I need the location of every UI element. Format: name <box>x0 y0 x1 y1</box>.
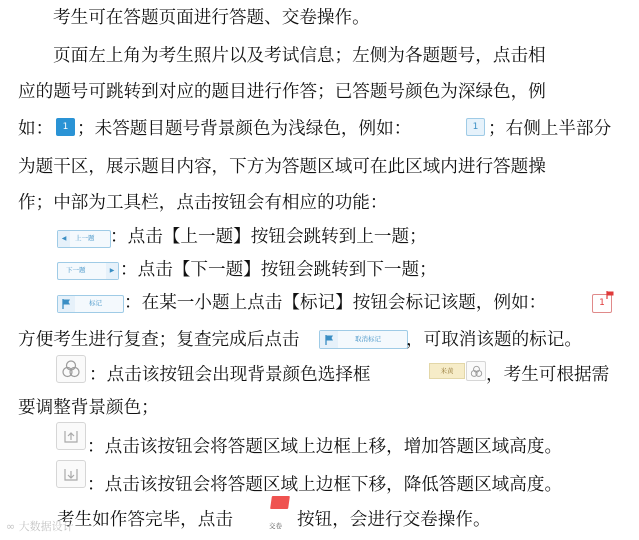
answered-number: 1 <box>62 121 69 132</box>
mark-desc-c: ，可取消该题的标记。 <box>406 330 582 350</box>
background-color-button[interactable] <box>56 355 86 383</box>
submit-button-label: 交卷 <box>269 522 282 530</box>
mark-desc-b: 方便考生进行复查；复查完成后点击 <box>18 330 300 350</box>
chevron-left-icon: ◀ <box>61 235 67 242</box>
submit-desc-b: 按钮，会进行交卷操作。 <box>297 510 491 530</box>
arrow-down-bar-icon <box>63 466 79 482</box>
mark-desc-a: ：在某一小题上点击【标记】按钮会标记该题，例如： <box>124 293 547 313</box>
watermark-logo-icon: ∞ <box>6 520 16 533</box>
next-question-button[interactable] <box>57 262 119 280</box>
intro-paragraph: 考生可在答题页面进行答题、交卷操作。 <box>53 8 370 28</box>
red-flag-icon <box>606 291 614 299</box>
flag-icon <box>62 299 71 309</box>
watermark <box>6 518 74 534</box>
move-up-desc: ：点击该按钮会将答题区域上边框上移，增加答题区域高度。 <box>87 437 563 457</box>
unmark-button-label: 取消标记 <box>355 335 381 343</box>
picker-swatch-label: 米黄 <box>440 366 454 375</box>
move-down-button[interactable] <box>56 460 86 488</box>
mark-button-label: 标记 <box>89 299 102 307</box>
layout-desc-line-5: 作；中部为工具栏，点击按钮会有相应的功能： <box>18 193 388 213</box>
move-down-desc: ：点击该按钮会将答题区域上边框下移，降低答题区域高度。 <box>87 475 563 495</box>
answered-question-number-example <box>56 118 75 136</box>
chevron-right-icon: ▶ <box>109 267 115 274</box>
unmark-button[interactable] <box>319 330 408 349</box>
layout-desc-line-3c: ；右侧上半部分 <box>488 119 612 139</box>
flagged-number: 1 <box>599 298 605 308</box>
watermark-text: 大数据设计 <box>18 520 74 533</box>
color-desc-c: 要调整背景颜色； <box>18 398 159 418</box>
layout-desc-line-4: 为题干区，展示题目内容，下方为答题区域可在此区域内进行答题操 <box>18 157 546 177</box>
background-color-picker-example <box>429 359 485 383</box>
submit-button[interactable] <box>267 496 291 530</box>
prev-button-label: 上一题 <box>75 234 95 242</box>
prev-question-button[interactable] <box>57 230 111 248</box>
layout-desc-line-3a: 如： <box>18 119 54 139</box>
color-desc-b: ，考生可根据需 <box>486 365 610 385</box>
layout-desc-line-3b: ；未答题目题号背景颜色为浅绿色，例如： <box>77 119 412 139</box>
palette-icon <box>470 365 483 378</box>
submit-red-tab <box>270 496 290 509</box>
color-desc-a: ：点击该按钮会出现背景颜色选择框 <box>89 365 371 385</box>
move-up-button[interactable] <box>56 422 86 450</box>
unanswered-number: 1 <box>472 121 479 132</box>
prev-question-desc: ：点击【上一题】按钮会跳转到上一题； <box>110 227 427 247</box>
mark-button[interactable] <box>57 295 124 313</box>
next-question-desc: ：点击【下一题】按钮会跳转到下一题； <box>120 260 437 280</box>
unanswered-question-number-example <box>466 118 485 136</box>
flagged-question-example <box>592 291 614 312</box>
next-button-label: 下一题 <box>66 266 86 274</box>
layout-desc-line-1: 页面左上角为考生照片以及考试信息；左侧为各题题号，点击相 <box>53 46 546 66</box>
palette-icon <box>61 359 81 379</box>
arrow-up-bar-icon <box>63 428 79 444</box>
layout-desc-line-2: 应的题号可跳转到对应的题目进行作答；已答题号颜色为深绿色，例 <box>18 82 546 102</box>
flag-icon <box>325 335 334 345</box>
submit-desc-a: 考生如作答完毕，点击 <box>57 510 233 530</box>
